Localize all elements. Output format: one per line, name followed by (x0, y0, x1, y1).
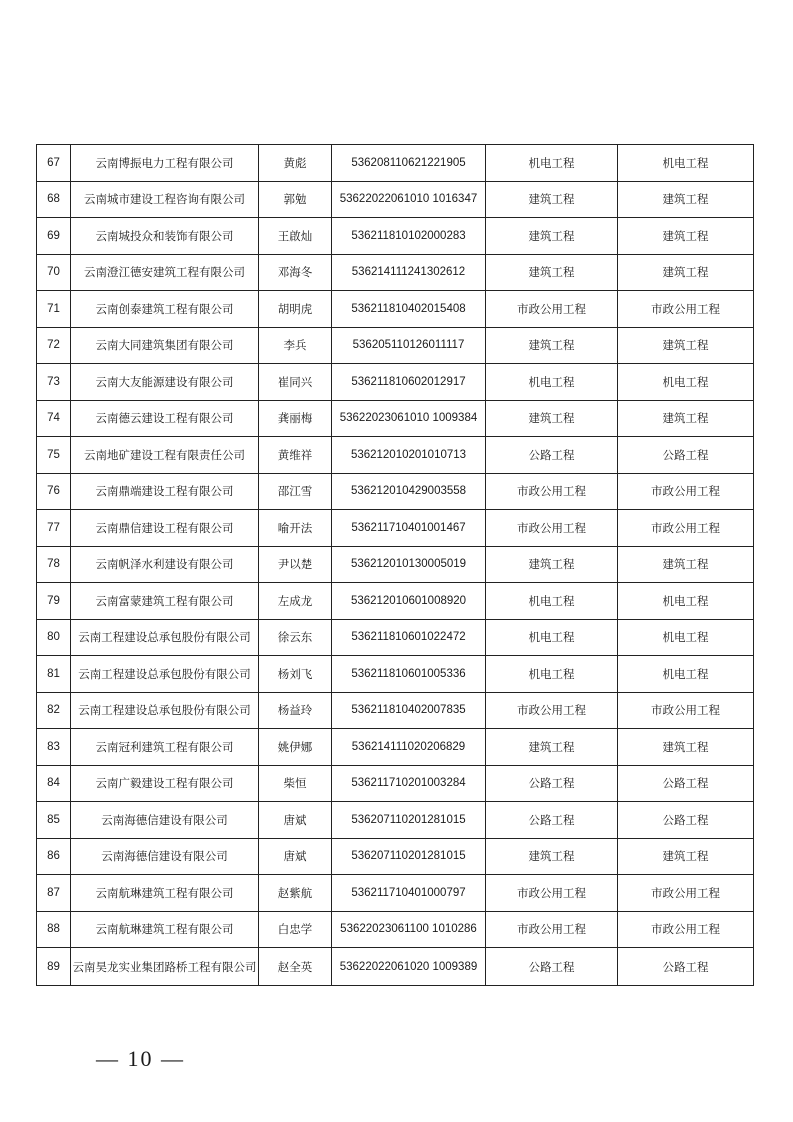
company-name: 云南创泰建筑工程有限公司 (71, 291, 259, 328)
registered-major: 建筑工程 (486, 181, 618, 218)
table-row (37, 510, 754, 547)
row-number: 83 (37, 729, 71, 766)
table-row (37, 802, 754, 839)
certificate-number: 536208110621221905 (332, 145, 486, 182)
certificate-number: 53622022061010 1016347 (332, 181, 486, 218)
company-name: 云南冠利建筑工程有限公司 (71, 729, 259, 766)
row-number: 69 (37, 218, 71, 255)
registered-major: 建筑工程 (486, 400, 618, 437)
certificate-number: 53622023061010 1009384 (332, 400, 486, 437)
person-name: 赵全英 (259, 948, 332, 986)
table-row (37, 656, 754, 693)
person-name: 赵紫航 (259, 875, 332, 912)
table-row (37, 364, 754, 401)
row-number: 88 (37, 911, 71, 948)
table-row (37, 145, 754, 182)
company-name: 云南大友能源建设有限公司 (71, 364, 259, 401)
person-name: 王啟灿 (259, 218, 332, 255)
company-name: 云南工程建设总承包股份有限公司 (71, 656, 259, 693)
certificate-number: 536212010201010713 (332, 437, 486, 474)
project-category: 建筑工程 (618, 546, 754, 583)
project-category: 建筑工程 (618, 729, 754, 766)
table-row (37, 437, 754, 474)
project-category: 机电工程 (618, 583, 754, 620)
registered-major: 机电工程 (486, 145, 618, 182)
registered-major: 建筑工程 (486, 546, 618, 583)
registered-major: 机电工程 (486, 656, 618, 693)
project-category: 市政公用工程 (618, 291, 754, 328)
certificate-number: 536211710201003284 (332, 765, 486, 802)
company-name: 云南城投众和装饰有限公司 (71, 218, 259, 255)
person-name: 柴恒 (259, 765, 332, 802)
project-category: 建筑工程 (618, 327, 754, 364)
project-category: 机电工程 (618, 145, 754, 182)
certificate-number: 536211810601022472 (332, 619, 486, 656)
certificate-number: 53622022061020 1009389 (332, 948, 486, 986)
row-number: 81 (37, 656, 71, 693)
table-row (37, 218, 754, 255)
project-category: 公路工程 (618, 948, 754, 986)
person-name: 李兵 (259, 327, 332, 364)
row-number: 72 (37, 327, 71, 364)
row-number: 73 (37, 364, 71, 401)
row-number: 77 (37, 510, 71, 547)
table-row (37, 291, 754, 328)
certificate-number: 536214111241302612 (332, 254, 486, 291)
table-row (37, 181, 754, 218)
project-category: 公路工程 (618, 802, 754, 839)
project-category: 市政公用工程 (618, 692, 754, 729)
registered-major: 建筑工程 (486, 327, 618, 364)
registered-major: 市政公用工程 (486, 510, 618, 547)
person-name: 徐云东 (259, 619, 332, 656)
row-number: 70 (37, 254, 71, 291)
page-number: — 10 — (96, 1046, 185, 1071)
project-category: 市政公用工程 (618, 510, 754, 547)
registered-major: 建筑工程 (486, 254, 618, 291)
company-name: 云南鼎端建设工程有限公司 (71, 473, 259, 510)
table-row (37, 254, 754, 291)
project-category: 公路工程 (618, 437, 754, 474)
person-name: 邓海冬 (259, 254, 332, 291)
project-category: 机电工程 (618, 619, 754, 656)
company-name: 云南德云建设工程有限公司 (71, 400, 259, 437)
person-name: 左成龙 (259, 583, 332, 620)
table-row (37, 327, 754, 364)
person-name: 杨刘飞 (259, 656, 332, 693)
registered-major: 建筑工程 (486, 729, 618, 766)
certificate-number: 536207110201281015 (332, 802, 486, 839)
company-name: 云南昊龙实业集团路桥工程有限公司 (71, 948, 259, 986)
table-row (37, 619, 754, 656)
table-row (37, 583, 754, 620)
person-name: 郭勉 (259, 181, 332, 218)
company-name: 云南航琳建筑工程有限公司 (71, 911, 259, 948)
table-row (37, 765, 754, 802)
company-name: 云南富蒙建筑工程有限公司 (71, 583, 259, 620)
certificate-number: 536211810601005336 (332, 656, 486, 693)
registered-major: 机电工程 (486, 619, 618, 656)
company-name: 云南大同建筑集团有限公司 (71, 327, 259, 364)
project-category: 市政公用工程 (618, 473, 754, 510)
table-row (37, 546, 754, 583)
company-name: 云南帆泽水利建设有限公司 (71, 546, 259, 583)
row-number: 78 (37, 546, 71, 583)
certificate-number: 53622023061100 1010286 (332, 911, 486, 948)
registered-major: 公路工程 (486, 765, 618, 802)
row-number: 87 (37, 875, 71, 912)
certificate-number: 536211810402015408 (332, 291, 486, 328)
company-name: 云南城市建设工程咨询有限公司 (71, 181, 259, 218)
table-row (37, 875, 754, 912)
row-number: 76 (37, 473, 71, 510)
certificate-number: 536212010130005019 (332, 546, 486, 583)
person-name: 杨益玲 (259, 692, 332, 729)
table-row (37, 473, 754, 510)
company-name: 云南航琳建筑工程有限公司 (71, 875, 259, 912)
row-number: 68 (37, 181, 71, 218)
person-name: 崔同兴 (259, 364, 332, 401)
company-name: 云南地矿建设工程有限责任公司 (71, 437, 259, 474)
person-name: 邵江雪 (259, 473, 332, 510)
row-number: 79 (37, 583, 71, 620)
registered-major: 公路工程 (486, 802, 618, 839)
row-number: 86 (37, 838, 71, 875)
row-number: 84 (37, 765, 71, 802)
person-name: 黄维祥 (259, 437, 332, 474)
registered-major: 市政公用工程 (486, 911, 618, 948)
certificate-number: 536211810402007835 (332, 692, 486, 729)
person-name: 胡明虎 (259, 291, 332, 328)
registered-major: 市政公用工程 (486, 291, 618, 328)
registered-major: 市政公用工程 (486, 692, 618, 729)
project-category: 市政公用工程 (618, 875, 754, 912)
person-name: 唐斌 (259, 838, 332, 875)
table-row (37, 838, 754, 875)
registry-body (37, 145, 754, 986)
project-category: 市政公用工程 (618, 911, 754, 948)
person-name: 白忠学 (259, 911, 332, 948)
row-number: 71 (37, 291, 71, 328)
registered-major: 公路工程 (486, 948, 618, 986)
certificate-number: 536212010601008920 (332, 583, 486, 620)
company-name: 云南工程建设总承包股份有限公司 (71, 619, 259, 656)
certificate-number: 536205110126011117 (332, 327, 486, 364)
person-name: 唐斌 (259, 802, 332, 839)
project-category: 机电工程 (618, 364, 754, 401)
registry-table (36, 144, 754, 986)
row-number: 67 (37, 145, 71, 182)
row-number: 82 (37, 692, 71, 729)
table-row (37, 400, 754, 437)
certificate-number: 536212010429003558 (332, 473, 486, 510)
certificate-number: 536207110201281015 (332, 838, 486, 875)
company-name: 云南博振电力工程有限公司 (71, 145, 259, 182)
registered-major: 机电工程 (486, 364, 618, 401)
table-row (37, 729, 754, 766)
company-name: 云南海德信建设有限公司 (71, 802, 259, 839)
table-row (37, 692, 754, 729)
registered-major: 建筑工程 (486, 218, 618, 255)
registered-major: 公路工程 (486, 437, 618, 474)
company-name: 云南澄江德安建筑工程有限公司 (71, 254, 259, 291)
row-number: 75 (37, 437, 71, 474)
row-number: 85 (37, 802, 71, 839)
person-name: 黄彪 (259, 145, 332, 182)
row-number: 74 (37, 400, 71, 437)
project-category: 建筑工程 (618, 400, 754, 437)
certificate-number: 536211810602012917 (332, 364, 486, 401)
project-category: 公路工程 (618, 765, 754, 802)
company-name: 云南工程建设总承包股份有限公司 (71, 692, 259, 729)
table-row (37, 948, 754, 986)
project-category: 建筑工程 (618, 181, 754, 218)
registered-major: 机电工程 (486, 583, 618, 620)
project-category: 机电工程 (618, 656, 754, 693)
row-number: 80 (37, 619, 71, 656)
person-name: 喻开法 (259, 510, 332, 547)
company-name: 云南广毅建设工程有限公司 (71, 765, 259, 802)
registered-major: 市政公用工程 (486, 875, 618, 912)
company-name: 云南海德信建设有限公司 (71, 838, 259, 875)
person-name: 龚丽梅 (259, 400, 332, 437)
table-row (37, 911, 754, 948)
person-name: 尹以楚 (259, 546, 332, 583)
project-category: 建筑工程 (618, 838, 754, 875)
certificate-number: 536214111020206829 (332, 729, 486, 766)
company-name: 云南鼎信建设工程有限公司 (71, 510, 259, 547)
person-name: 姚伊娜 (259, 729, 332, 766)
row-number: 89 (37, 948, 71, 986)
certificate-number: 536211810102000283 (332, 218, 486, 255)
certificate-number: 536211710401001467 (332, 510, 486, 547)
certificate-number: 536211710401000797 (332, 875, 486, 912)
project-category: 建筑工程 (618, 218, 754, 255)
registered-major: 市政公用工程 (486, 473, 618, 510)
registered-major: 建筑工程 (486, 838, 618, 875)
project-category: 建筑工程 (618, 254, 754, 291)
